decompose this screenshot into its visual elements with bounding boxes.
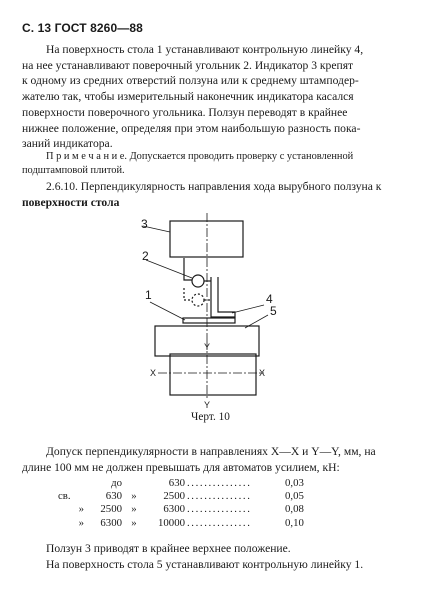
note-line: подштамповой плитой. xyxy=(22,164,125,176)
axis-x-left-label: X xyxy=(150,368,157,378)
text-line: заний индикатора. xyxy=(22,137,113,151)
label-2: 2 xyxy=(142,249,149,263)
text-line: Ползун 3 приводят в крайнее верхнее положение. xyxy=(46,542,291,555)
tolerance-table xyxy=(58,477,315,530)
control-ruler xyxy=(183,318,235,323)
indicator-lower-position xyxy=(192,294,204,306)
text-line: На поверхность стола 5 устанавливают контрольную линейку 1. xyxy=(46,557,364,571)
axis-x-right-label: X xyxy=(259,368,266,378)
axis-y-top-label: Y xyxy=(204,342,211,352)
note-block xyxy=(22,150,398,177)
page-header: С. 13 ГОСТ 8260—88 xyxy=(22,21,143,35)
figure-caption: Черт. 10 xyxy=(191,411,230,423)
text-line: жателю так, чтобы измерительный наконечник индикатора касался xyxy=(22,90,354,104)
indicator-holder-dashed xyxy=(184,288,192,300)
axis-y-bottom-label: Y xyxy=(204,400,211,408)
paragraph-procedure xyxy=(22,42,398,152)
label-1: 1 xyxy=(145,288,152,302)
technical-drawing xyxy=(0,208,421,408)
paragraph-final xyxy=(22,541,398,572)
text-line: на нее устанавливают поверочный угольник 2. Индикатор 3 крепят xyxy=(22,58,354,72)
text-line: длине 100 мм не должен превышать для автоматов усилием, кН: xyxy=(22,460,340,474)
label-5: 5 xyxy=(270,304,277,318)
leader-1 xyxy=(150,302,185,320)
text-line: На поверхность стола 1 устанавливают контрольную линейку 4, xyxy=(46,43,364,56)
text-line: к одному из средних отверстий ползуна или к среднему штамподер- xyxy=(22,74,359,88)
label-4: 4 xyxy=(266,292,273,306)
table-row: » 2500 » 6300 ............... 0,08 xyxy=(78,503,304,516)
section-heading-line: 2.6.10. Перпендикулярность направления хода вырубного ползуна к xyxy=(46,180,382,193)
square-blade xyxy=(211,277,235,317)
section-heading xyxy=(22,179,398,210)
leader-2 xyxy=(146,260,192,278)
table-row: св. 630 » 2500 ............... 0,05 xyxy=(58,490,304,503)
text-line: поверхности поверочного угольника. Ползун переводят в крайнее xyxy=(22,105,348,119)
section-heading-line: поверхности стола xyxy=(22,195,120,209)
leader-4 xyxy=(232,305,264,313)
table-row: до 630 ............... 0,03 xyxy=(111,477,304,489)
indicator-block xyxy=(170,221,243,257)
indicator-dial xyxy=(192,275,204,287)
tolerance-intro xyxy=(22,444,398,475)
plan-view-block xyxy=(170,354,256,395)
text-line: Допуск перпендикулярности в направлениях X—X и Y—Y, мм, на xyxy=(46,445,376,458)
note-line: П р и м е ч а н и е. Допускается проводить проверку с установленной xyxy=(46,151,354,162)
table-row: » 6300 » 10000 ............... 0,10 xyxy=(78,516,304,529)
text-line: нижнее положение, определяя при этом наибольшую разность пока- xyxy=(22,121,361,135)
label-3: 3 xyxy=(141,217,148,231)
